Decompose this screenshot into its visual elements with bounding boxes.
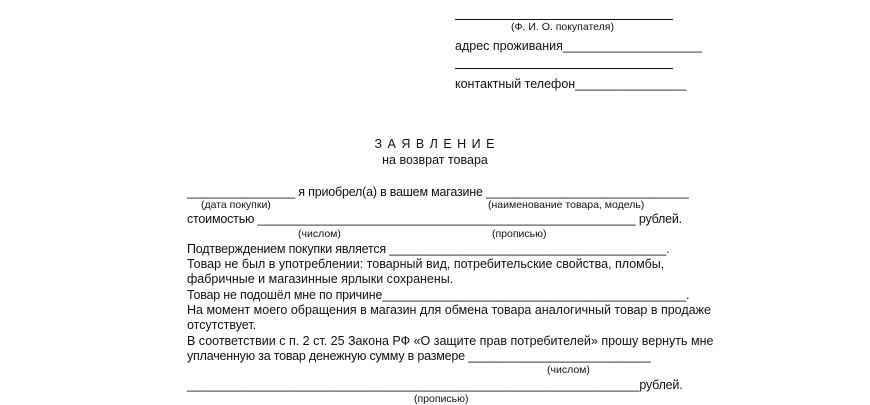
address-line-2 bbox=[455, 68, 673, 69]
caption-number: (числом) bbox=[298, 228, 341, 240]
cost-line: стоимостью ________________________________________________________ рублей. bbox=[187, 212, 682, 226]
unused-line: Товар не был в употреблении: товарный вид, потребительские свойства, пломбы, bbox=[187, 257, 665, 271]
absent-line: отсутствует. bbox=[187, 318, 257, 332]
refund-line: уплаченную за товар денежную сумму в размере ___________________________ bbox=[187, 349, 651, 363]
caption-number-2: (числом) bbox=[547, 364, 590, 376]
caption-words-2: (прописью) bbox=[414, 393, 469, 405]
exchange-line: На момент моего обращения в магазин для обмена товара аналогичный товар в продаже bbox=[187, 303, 711, 317]
buyer-name-line bbox=[455, 19, 673, 20]
rub-line: ___________________________________________________________________рублей. bbox=[187, 378, 683, 392]
phone-label: контактный телефон________________ bbox=[455, 77, 687, 91]
reason-line: Товар не подошёл мне по причине_____________________________________________. bbox=[187, 288, 690, 302]
caption-words: (прописью) bbox=[492, 228, 547, 240]
address-label: адрес проживания____________________ bbox=[455, 39, 702, 53]
buyer-name-caption: (Ф. И. О. покупателя) bbox=[511, 21, 614, 33]
proof-line: Подтверждением покупки является _________________________________________. bbox=[187, 242, 670, 256]
law-line: В соответствии с п. 2 ст. 25 Закона РФ «О защите прав потребителей» прошу вернуть мне bbox=[187, 334, 714, 348]
document-subtitle: на возврат товара bbox=[382, 153, 488, 167]
purchase-line: ________________ я приобрел(а) в вашем магазине ______________________________ bbox=[187, 185, 689, 199]
caption-product: (наименование товара, модель) bbox=[488, 199, 645, 211]
labels-line: фабричные и магазинные ярлыки сохранены. bbox=[187, 272, 454, 286]
document-title: З А Я В Л Е Н И Е bbox=[374, 137, 496, 151]
caption-date: (дата покупки) bbox=[201, 199, 271, 211]
